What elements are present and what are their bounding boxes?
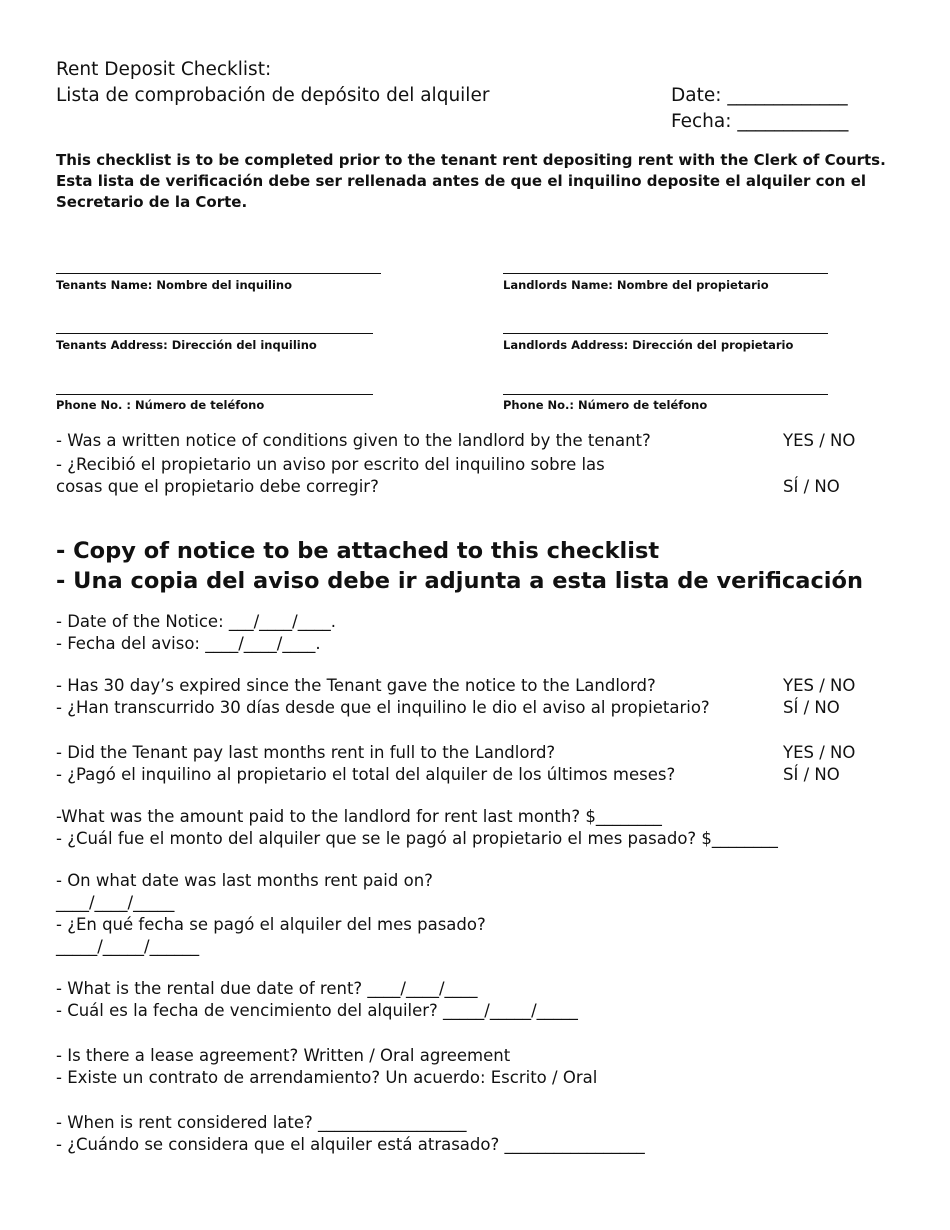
tenant-address-line (56, 333, 373, 334)
lease-question-spanish: - Existe un contrato de arrendamiento? Un acuerdo: Escrito / Oral (56, 1068, 598, 1087)
due-date-question-english: - What is the rental due date of rent? ____/____/____ (56, 979, 478, 998)
late-question-spanish: - ¿Cuándo se considera que el alquiler está atrasado? _________________ (56, 1135, 645, 1154)
landlord-phone-line (503, 394, 828, 395)
thirty-days-yes-no-english: YES / NO (783, 676, 856, 695)
landlord-name-label: Landlords Name: Nombre del propietario (503, 278, 769, 292)
thirty-days-question-english: - Has 30 day’s expired since the Tenant gave the notice to the Landlord? (56, 676, 656, 695)
landlord-address-line (503, 333, 828, 334)
paid-date-blank-english: ____/____/_____ (56, 893, 175, 912)
paid-date-question-spanish: - ¿En qué fecha se pagó el alquiler del mes pasado? (56, 915, 486, 934)
intro-line-3: Secretario de la Corte. (56, 193, 248, 211)
tenant-phone-line (56, 394, 373, 395)
paid-full-yes-no-spanish: SÍ / NO (783, 765, 840, 784)
thirty-days-yes-no-spanish: SÍ / NO (783, 698, 840, 717)
amount-question-spanish: - ¿Cuál fue el monto del alquiler que se le pagó al propietario el mes pasado? $________ (56, 829, 778, 848)
notice-question-english: - Was a written notice of conditions given to the landlord by the tenant? (56, 431, 651, 450)
title-english: Rent Deposit Checklist: (56, 59, 272, 80)
attach-notice-spanish: - Una copia del aviso debe ir adjunta a esta lista de verificación (56, 568, 863, 594)
date-field-english: Date: _____________ (671, 85, 848, 106)
notice-yes-no-english: YES / NO (783, 431, 856, 450)
attach-notice-english: - Copy of notice to be attached to this checklist (56, 538, 660, 564)
paid-full-yes-no-english: YES / NO (783, 743, 856, 762)
intro-line-1: This checklist is to be completed prior to the tenant rent depositing rent with the Clerk of Courts. (56, 151, 886, 169)
paid-full-question-english: - Did the Tenant pay last months rent in full to the Landlord? (56, 743, 556, 762)
paid-date-blank-spanish: _____/_____/______ (56, 937, 200, 956)
intro-line-2: Esta lista de verificación debe ser rellenada antes de que el inquilino deposite el alquiler con el (56, 172, 867, 190)
paid-full-question-spanish: - ¿Pagó el inquilino al propietario el total del alquiler de los últimos meses? (56, 765, 676, 784)
notice-date-spanish: - Fecha del aviso: ____/____/____. (56, 634, 321, 653)
tenant-phone-label: Phone No. : Número de teléfono (56, 398, 265, 412)
tenant-name-label: Tenants Name: Nombre del inquilino (56, 278, 293, 292)
notice-question-spanish-1: - ¿Recibió el propietario un aviso por escrito del inquilino sobre las (56, 455, 605, 474)
late-question-english: - When is rent considered late? __________________ (56, 1113, 467, 1132)
date-field-spanish: Fecha: ____________ (671, 111, 849, 132)
lease-question-english: - Is there a lease agreement? Written / Oral agreement (56, 1046, 511, 1065)
landlord-phone-label: Phone No.: Número de teléfono (503, 398, 708, 412)
landlord-name-line (503, 273, 828, 274)
notice-yes-no-spanish: SÍ / NO (783, 477, 840, 496)
thirty-days-question-spanish: - ¿Han transcurrido 30 días desde que el inquilino le dio el aviso al propietario? (56, 698, 710, 717)
notice-question-spanish-2: cosas que el propietario debe corregir? (56, 477, 379, 496)
amount-question-english: -What was the amount paid to the landlord for rent last month? $________ (56, 807, 662, 826)
title-spanish: Lista de comprobación de depósito del alquiler (56, 85, 490, 106)
tenant-name-line (56, 273, 381, 274)
landlord-address-label: Landlords Address: Dirección del propietario (503, 338, 794, 352)
due-date-question-spanish: - Cuál es la fecha de vencimiento del alquiler? _____/_____/_____ (56, 1001, 578, 1020)
notice-date-english: - Date of the Notice: ___/____/____. (56, 612, 336, 631)
paid-date-question-english: - On what date was last months rent paid on? (56, 871, 433, 890)
tenant-address-label: Tenants Address: Dirección del inquilino (56, 338, 317, 352)
